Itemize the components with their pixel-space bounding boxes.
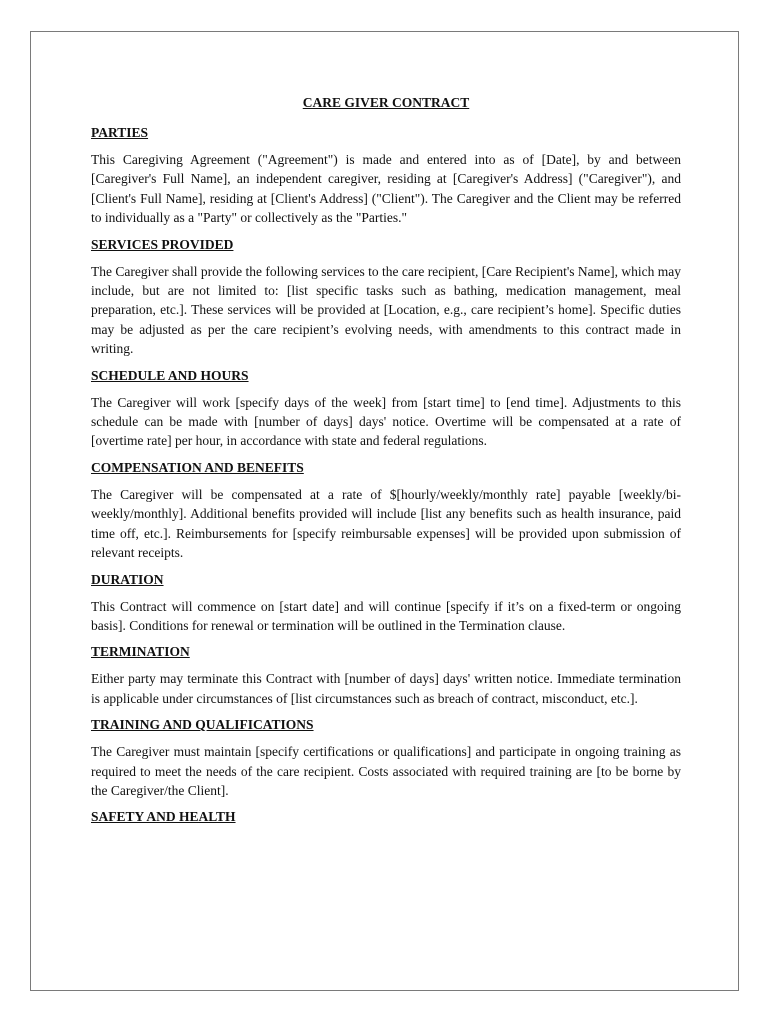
section-heading: DURATION <box>91 571 164 587</box>
section-duration <box>91 571 681 636</box>
section-heading: SAFETY AND HEALTH <box>91 809 236 825</box>
section-body: The Caregiver must maintain [specify certifications or qualifications] and participate in ongoing training as required to meet the needs of the care recipient. Costs associated with required training are [to be borne by the Caregiver/the Client]. <box>91 744 681 798</box>
section-body: This Caregiving Agreement ("Agreement") is made and entered into as of [Date], by and between [Caregiver's Full Name], an independent caregiver, residing at [Caregiver's Address] ("Caregiver"), and [Client's Full Name], residing at [Client's Address] ("Client"). The Caregiver and the Client may be referred to individually as a "Party" or collectively as the "Parties." <box>91 152 681 226</box>
document-title: CARE GIVER CONTRACT <box>302 95 470 110</box>
section-body: The Caregiver shall provide the following services to the care recipient, [Care Recipient's Name], which may include, but are not limited to: [list specific tasks such as bathing, medication management, meal preparation, etc.]. These services will be provided at [Location, e.g., care recipient’s home]. Specific duties may be adjusted as per the care recipient’s evolving needs, with amendments to this contract made in writing. <box>91 263 681 357</box>
section-training-and-qualifications <box>91 716 681 800</box>
section-body: The Caregiver will be compensated at a rate of $[hourly/weekly/monthly rate] payable [weekly/bi-weekly/monthly]. Additional benefits provided will include [list any benefits such as health insurance, paid time off, etc.]. Reimbursements for [specify reimbursable expenses] will be provided upon submission of relevant receipts. <box>91 486 681 561</box>
section-heading: SCHEDULE AND HOURS <box>91 367 249 383</box>
section-heading: TRAINING AND QUALIFICATIONS <box>91 717 314 733</box>
section-heading: SERVICES PROVIDED <box>91 236 234 252</box>
section-body: This Contract will commence on [start date] and will continue [specify if it’s on a fixed-term or ongoing basis]. Conditions for renewal or termination will be outlined in the Termination clause. <box>91 598 681 633</box>
section-heading: TERMINATION <box>91 644 190 660</box>
section-compensation-and-benefits <box>91 459 681 563</box>
section-body: The Caregiver will work [specify days of the week] from [start time] to [end time]. Adjustments to this schedule can be made with [number of days] days' notice. Overtime will be compensated at a rate of [overtime rate] per hour, in accordance with state and federal regulations. <box>91 394 681 449</box>
document-content <box>91 94 681 834</box>
section-termination <box>91 643 681 708</box>
section-heading: COMPENSATION AND BENEFITS <box>91 459 304 475</box>
section-parties <box>91 124 681 228</box>
section-services-provided <box>91 236 681 359</box>
section-schedule-and-hours <box>91 367 681 451</box>
section-body: Either party may terminate this Contract with [number of days] days' written notice. Immediate termination is applicable under circumstances of [list circumstances such as breach of contract, misconduct, etc.]. <box>91 671 681 706</box>
document-page <box>30 31 739 991</box>
section-heading: PARTIES <box>91 125 149 140</box>
section-safety-and-health <box>91 808 681 826</box>
